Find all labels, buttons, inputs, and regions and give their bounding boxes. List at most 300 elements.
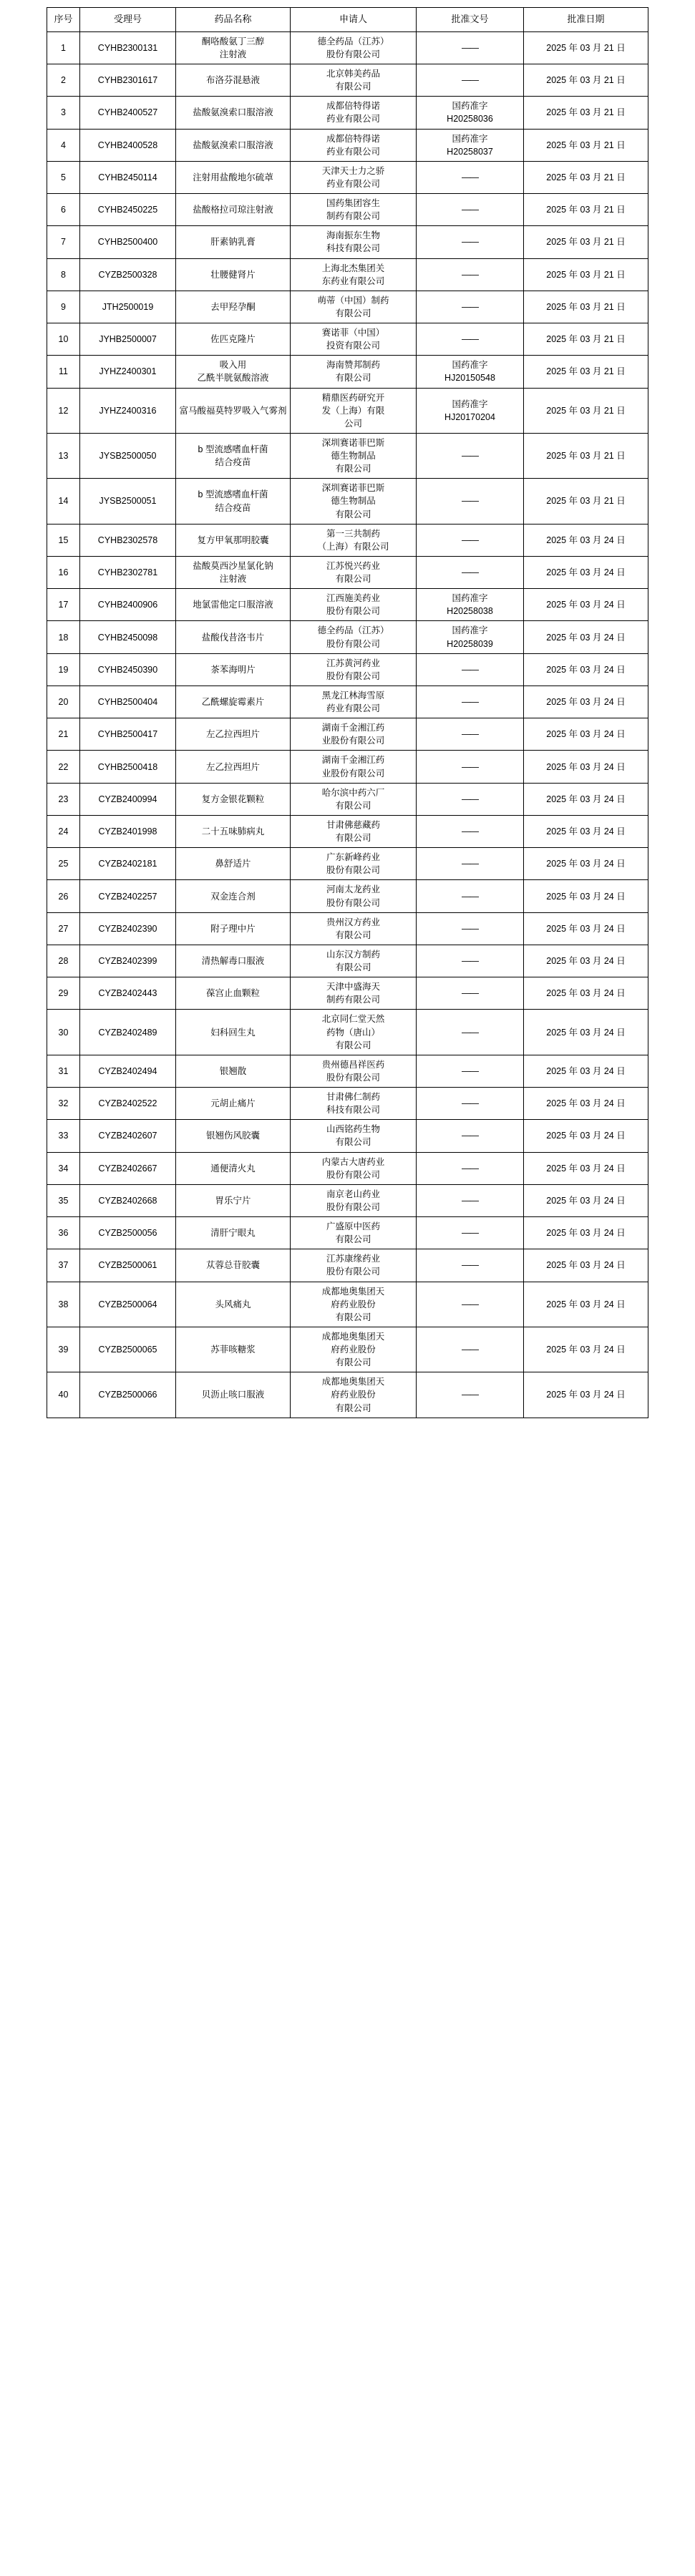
cell-approval-date: 2025 年 03 月 24 日 <box>524 653 648 686</box>
cell-approval-number <box>417 433 524 478</box>
cell-applicant <box>291 433 417 478</box>
cell-approval-number-line: —— <box>462 1260 478 1271</box>
cell-applicant-line: 有限公司 <box>335 574 371 585</box>
cell-drug-name-line: 布洛芬混悬液 <box>205 75 260 86</box>
cell-applicant <box>291 1282 417 1327</box>
cell-drug-name <box>176 1282 291 1327</box>
cell-applicant <box>291 1184 417 1216</box>
table-row <box>47 1282 648 1327</box>
table-row <box>47 751 648 783</box>
cell-acceptance-number: CYZB2402181 <box>80 848 176 880</box>
cell-approval-date: 2025 年 03 月 24 日 <box>524 621 648 653</box>
table-row <box>47 1055 648 1087</box>
cell-approval-number-line: H20258036 <box>447 114 493 125</box>
cell-acceptance-number: CYZB2402668 <box>80 1184 176 1216</box>
cell-approval-date: 2025 年 03 月 21 日 <box>524 356 648 388</box>
cell-applicant-line: 萌蒂（中国）制药 <box>317 295 389 306</box>
cell-applicant <box>291 589 417 621</box>
table-row <box>47 479 648 524</box>
cell-acceptance-number: CYHB2500418 <box>80 751 176 783</box>
cell-applicant-line: 德全药品（江苏） <box>317 36 389 47</box>
table-header-row <box>47 8 648 32</box>
cell-acceptance-number: CYZB2500066 <box>80 1372 176 1418</box>
table-row <box>47 1217 648 1249</box>
cell-approval-number-line: H20258037 <box>447 146 493 157</box>
column-header-index: 序号 <box>47 8 80 32</box>
cell-approval-number-line: —— <box>462 205 478 215</box>
cell-acceptance-number: CYZB2500328 <box>80 258 176 291</box>
cell-applicant <box>291 977 417 1010</box>
cell-approval-date: 2025 年 03 月 24 日 <box>524 1184 648 1216</box>
cell-applicant-line: 有限公司 <box>335 1357 371 1368</box>
cell-applicant <box>291 479 417 524</box>
cell-acceptance-number: CYHB2500400 <box>80 226 176 258</box>
table-row <box>47 388 648 433</box>
cell-drug-name <box>176 31 291 64</box>
cell-applicant <box>291 945 417 977</box>
cell-applicant <box>291 751 417 783</box>
table-row <box>47 1120 648 1152</box>
cell-approval-number <box>417 912 524 945</box>
cell-approval-number-line: —— <box>462 891 478 902</box>
cell-index: 18 <box>47 621 80 653</box>
table-row <box>47 880 648 912</box>
cell-applicant <box>291 653 417 686</box>
cell-applicant <box>291 97 417 129</box>
cell-acceptance-number: CYHB2400527 <box>80 97 176 129</box>
cell-acceptance-number: CYZB2500061 <box>80 1249 176 1282</box>
cell-applicant-line: 山西铭药生物 <box>326 1124 380 1135</box>
cell-applicant <box>291 1055 417 1087</box>
cell-applicant-line: 有限公司 <box>335 373 371 384</box>
cell-drug-name-line: 富马酸福莫特罗吸入气雾剂 <box>179 405 287 416</box>
cell-applicant-line: 德生物制品 <box>331 451 376 462</box>
cell-applicant-line: 上海北杰集团关 <box>321 263 385 273</box>
cell-applicant-line: 制药有限公司 <box>326 995 380 1005</box>
cell-approval-number-line: 国药准字 <box>452 593 488 604</box>
cell-drug-name-line: 复方金银花颗粒 <box>201 794 265 804</box>
cell-drug-name-line: 地氯雷他定口服溶液 <box>193 600 273 610</box>
cell-drug-name-line: 复方甲氧那明胶囊 <box>197 535 269 545</box>
cell-drug-name-line: 附子理中片 <box>210 923 256 934</box>
cell-applicant-line: 成都地奥集团天 <box>321 1286 385 1297</box>
table-row <box>47 686 648 718</box>
cell-approval-number-line: —— <box>462 1131 478 1141</box>
cell-applicant-line: 深圳赛诺菲巴斯 <box>321 483 385 494</box>
cell-applicant-line: 广东新峰药业 <box>326 852 380 863</box>
cell-index: 17 <box>47 589 80 621</box>
cell-approval-number <box>417 31 524 64</box>
cell-index: 8 <box>47 258 80 291</box>
cell-applicant-line: 贵州德昌祥医药 <box>321 1059 385 1070</box>
cell-approval-number-line: —— <box>462 75 478 86</box>
cell-applicant <box>291 556 417 588</box>
cell-applicant <box>291 323 417 356</box>
cell-index: 15 <box>47 524 80 556</box>
cell-applicant-line: 股份有限公司 <box>326 865 380 876</box>
cell-approval-date: 2025 年 03 月 24 日 <box>524 1249 648 1282</box>
cell-approval-number-line: —— <box>462 1098 478 1109</box>
cell-applicant <box>291 524 417 556</box>
cell-approval-number <box>417 653 524 686</box>
cell-applicant <box>291 1152 417 1184</box>
cell-drug-name <box>176 589 291 621</box>
cell-approval-date: 2025 年 03 月 24 日 <box>524 815 648 847</box>
cell-applicant <box>291 194 417 226</box>
cell-approval-number-line: —— <box>462 664 478 675</box>
cell-approval-number-line: H20258039 <box>447 638 493 649</box>
cell-drug-name-line: 佐匹克隆片 <box>210 334 256 345</box>
table-row <box>47 258 648 291</box>
cell-approval-number-line: —— <box>462 761 478 772</box>
cell-approval-number <box>417 1010 524 1055</box>
cell-approval-number <box>417 64 524 97</box>
cell-applicant-line: 有限公司 <box>335 509 371 519</box>
cell-drug-name-line: 盐酸氨溴索口服溶液 <box>193 107 273 118</box>
cell-applicant-line: 海南振东生物 <box>326 230 380 241</box>
cell-approval-date: 2025 年 03 月 24 日 <box>524 524 648 556</box>
table-row <box>47 433 648 478</box>
cell-approval-number-line: —— <box>462 1228 478 1239</box>
cell-approval-number <box>417 880 524 912</box>
cell-drug-name-line: 左乙拉西坦片 <box>205 729 260 740</box>
table-row <box>47 1249 648 1282</box>
cell-index: 13 <box>47 433 80 478</box>
cell-drug-name <box>176 291 291 323</box>
cell-approval-number-line: —— <box>462 956 478 967</box>
cell-drug-name <box>176 479 291 524</box>
column-header-acceptance-number: 受理号 <box>80 8 176 32</box>
table-row <box>47 815 648 847</box>
table-row <box>47 718 648 751</box>
cell-index: 30 <box>47 1010 80 1055</box>
cell-approval-date: 2025 年 03 月 21 日 <box>524 226 648 258</box>
cell-index: 4 <box>47 129 80 161</box>
cell-drug-name-line: 乙酰半胱氨酸溶液 <box>197 373 269 384</box>
cell-applicant-line: 股份有限公司 <box>326 49 380 59</box>
cell-drug-name <box>176 1327 291 1372</box>
cell-approval-number <box>417 97 524 129</box>
cell-approval-number <box>417 621 524 653</box>
cell-applicant-line: 股份有限公司 <box>326 1201 380 1212</box>
cell-approval-date: 2025 年 03 月 24 日 <box>524 1372 648 1418</box>
cell-acceptance-number: JYHB2500007 <box>80 323 176 356</box>
cell-approval-number <box>417 718 524 751</box>
cell-drug-name-line: 清热解毒口服液 <box>201 956 265 967</box>
cell-applicant-line: 投资有限公司 <box>326 341 380 351</box>
cell-acceptance-number: CYZB2402494 <box>80 1055 176 1087</box>
cell-drug-name <box>176 194 291 226</box>
cell-drug-name-line: 左乙拉西坦片 <box>205 761 260 772</box>
cell-approval-date: 2025 年 03 月 24 日 <box>524 783 648 815</box>
cell-acceptance-number: CYZB2402443 <box>80 977 176 1010</box>
cell-approval-date: 2025 年 03 月 21 日 <box>524 258 648 291</box>
cell-applicant-line: 天津天士力之骄 <box>321 165 385 176</box>
cell-drug-name <box>176 912 291 945</box>
cell-drug-name <box>176 323 291 356</box>
cell-applicant-line: 股份有限公司 <box>326 897 380 908</box>
cell-approval-date: 2025 年 03 月 24 日 <box>524 1327 648 1372</box>
cell-applicant-line: 股份有限公司 <box>326 1072 380 1083</box>
cell-drug-name <box>176 945 291 977</box>
table-row <box>47 323 648 356</box>
table-row <box>47 589 648 621</box>
cell-applicant <box>291 129 417 161</box>
cell-drug-name-line: 通便清火丸 <box>210 1163 256 1174</box>
cell-drug-name <box>176 433 291 478</box>
cell-index: 6 <box>47 194 80 226</box>
cell-drug-name <box>176 524 291 556</box>
cell-approval-number-line: —— <box>462 1345 478 1355</box>
cell-index: 3 <box>47 97 80 129</box>
cell-approval-number-line: —— <box>462 729 478 740</box>
cell-approval-number <box>417 129 524 161</box>
cell-drug-name <box>176 1184 291 1216</box>
cell-drug-name-line: 元胡止痛片 <box>210 1098 256 1109</box>
cell-drug-name-line: 鼻舒适片 <box>215 859 251 869</box>
cell-approval-date: 2025 年 03 月 24 日 <box>524 977 648 1010</box>
cell-applicant-line: 赛诺菲（中国） <box>321 328 385 338</box>
cell-approval-number <box>417 1184 524 1216</box>
cell-applicant-line: 药业有限公司 <box>326 703 380 714</box>
cell-applicant-line: 业股份有限公司 <box>321 736 385 746</box>
table-row <box>47 31 648 64</box>
cell-applicant-line: 甘肃佛仁制药 <box>326 1092 380 1103</box>
cell-index: 10 <box>47 323 80 356</box>
cell-applicant <box>291 291 417 323</box>
cell-applicant-line: 府药业股份 <box>331 1299 376 1309</box>
cell-approval-date: 2025 年 03 月 24 日 <box>524 1010 648 1055</box>
column-header-approval-date: 批准日期 <box>524 8 648 32</box>
cell-acceptance-number: CYHB2302578 <box>80 524 176 556</box>
cell-index: 40 <box>47 1372 80 1418</box>
cell-drug-name <box>176 388 291 433</box>
cell-applicant-line: 北京韩美药品 <box>326 69 380 79</box>
cell-acceptance-number: JYSB2500050 <box>80 433 176 478</box>
cell-approval-date: 2025 年 03 月 24 日 <box>524 1055 648 1087</box>
cell-approval-date: 2025 年 03 月 21 日 <box>524 97 648 129</box>
cell-applicant-line: 内蒙古大唐药业 <box>321 1156 385 1167</box>
cell-acceptance-number: CYZB2500065 <box>80 1327 176 1372</box>
cell-applicant-line: 有限公司 <box>335 833 371 844</box>
cell-drug-name <box>176 1372 291 1418</box>
table-row <box>47 356 648 388</box>
cell-drug-name <box>176 356 291 388</box>
cell-approval-number-line: HJ20170204 <box>444 411 495 422</box>
cell-acceptance-number: CYZB2402489 <box>80 1010 176 1055</box>
cell-applicant <box>291 621 417 653</box>
cell-applicant-line: （上海）有限公司 <box>317 541 389 552</box>
cell-index: 1 <box>47 31 80 64</box>
cell-approval-date: 2025 年 03 月 24 日 <box>524 1152 648 1184</box>
cell-applicant-line: 药业有限公司 <box>326 178 380 189</box>
table-row <box>47 161 648 193</box>
cell-acceptance-number: CYHB2300131 <box>80 31 176 64</box>
cell-drug-name <box>176 226 291 258</box>
cell-approval-number-line: 国药准字 <box>452 101 488 112</box>
cell-drug-name-line: 胃乐宁片 <box>215 1195 251 1206</box>
cell-acceptance-number: JYHZ2400316 <box>80 388 176 433</box>
cell-applicant-line: 第一三共制药 <box>326 528 380 539</box>
cell-index: 32 <box>47 1088 80 1120</box>
cell-index: 33 <box>47 1120 80 1152</box>
table-row <box>47 64 648 97</box>
cell-approval-date: 2025 年 03 月 24 日 <box>524 1120 648 1152</box>
cell-applicant <box>291 1327 417 1372</box>
cell-drug-name-line: 吸入用 <box>219 360 247 371</box>
cell-approval-number-line: —— <box>462 237 478 248</box>
cell-approval-date: 2025 年 03 月 21 日 <box>524 161 648 193</box>
cell-drug-name <box>176 1120 291 1152</box>
cell-acceptance-number: CYHB2301617 <box>80 64 176 97</box>
cell-drug-name <box>176 1152 291 1184</box>
cell-drug-name <box>176 64 291 97</box>
cell-index: 39 <box>47 1327 80 1372</box>
cell-index: 5 <box>47 161 80 193</box>
cell-acceptance-number: CYZB2402257 <box>80 880 176 912</box>
cell-approval-number <box>417 1120 524 1152</box>
cell-drug-name-line: 注射用盐酸地尔硫䓬 <box>193 172 273 182</box>
table-row <box>47 1088 648 1120</box>
cell-drug-name <box>176 1010 291 1055</box>
cell-approval-number-line: —— <box>462 1299 478 1309</box>
cell-approval-number-line: —— <box>462 1163 478 1174</box>
cell-applicant <box>291 388 417 433</box>
cell-approval-number <box>417 815 524 847</box>
cell-approval-number-line: —— <box>462 172 478 182</box>
cell-approval-number <box>417 1282 524 1327</box>
cell-approval-date: 2025 年 03 月 24 日 <box>524 945 648 977</box>
cell-index: 27 <box>47 912 80 945</box>
cell-approval-number <box>417 556 524 588</box>
table-header <box>47 8 648 32</box>
cell-drug-name <box>176 653 291 686</box>
cell-drug-name <box>176 129 291 161</box>
cell-approval-number <box>417 848 524 880</box>
cell-approval-number-line: —— <box>462 826 478 837</box>
cell-approval-number <box>417 1217 524 1249</box>
cell-applicant-line: 德全药品（江苏） <box>317 625 389 636</box>
cell-applicant-line: 东药业有限公司 <box>321 275 385 286</box>
cell-applicant <box>291 258 417 291</box>
cell-applicant-line: 成都倍特得诺 <box>326 101 380 112</box>
cell-approval-number-line: 国药准字 <box>452 360 488 371</box>
cell-acceptance-number: CYZB2500064 <box>80 1282 176 1327</box>
cell-drug-name-line: 壮腰健肾片 <box>210 269 256 280</box>
table-row <box>47 1152 648 1184</box>
table-row <box>47 977 648 1010</box>
cell-approval-number <box>417 323 524 356</box>
cell-applicant-line: 江苏悦兴药业 <box>326 560 380 571</box>
cell-approval-number-line: HJ20150548 <box>444 373 495 384</box>
cell-index: 23 <box>47 783 80 815</box>
cell-drug-name <box>176 1217 291 1249</box>
cell-drug-name-line: 苏菲咳糖浆 <box>210 1345 256 1355</box>
cell-drug-name-line: 双金连合剂 <box>210 891 256 902</box>
cell-approval-number-line: —— <box>462 1027 478 1038</box>
cell-approval-date: 2025 年 03 月 24 日 <box>524 912 648 945</box>
cell-applicant <box>291 912 417 945</box>
cell-index: 9 <box>47 291 80 323</box>
cell-index: 12 <box>47 388 80 433</box>
cell-applicant-line: 成都地奥集团天 <box>321 1377 385 1387</box>
cell-approval-date: 2025 年 03 月 24 日 <box>524 880 648 912</box>
cell-applicant-line: 科技有限公司 <box>326 243 380 254</box>
cell-applicant-line: 有限公司 <box>335 308 371 318</box>
cell-approval-number <box>417 388 524 433</box>
cell-approval-number <box>417 686 524 718</box>
cell-approval-number-line: H20258038 <box>447 606 493 617</box>
cell-applicant-line: 北京同仁堂天然 <box>321 1014 385 1025</box>
cell-approval-date: 2025 年 03 月 21 日 <box>524 64 648 97</box>
cell-applicant-line: 甘肃佛慈藏药 <box>326 819 380 830</box>
cell-acceptance-number: CYHB2302781 <box>80 556 176 588</box>
cell-drug-name-line: 清肝宁眼丸 <box>210 1228 256 1239</box>
cell-drug-name-line: 乙酰螺旋霉素片 <box>201 697 265 708</box>
cell-applicant-line: 江西施美药业 <box>326 593 380 604</box>
cell-approval-date: 2025 年 03 月 24 日 <box>524 848 648 880</box>
cell-drug-name <box>176 848 291 880</box>
cell-applicant-line: 深圳赛诺菲巴斯 <box>321 437 385 448</box>
cell-applicant-line: 湖南千金湘江药 <box>321 723 385 733</box>
cell-drug-name-line: 葆宫止血颗粒 <box>205 988 260 999</box>
cell-acceptance-number: CYZB2402607 <box>80 1120 176 1152</box>
cell-approval-number <box>417 291 524 323</box>
cell-drug-name <box>176 621 291 653</box>
table-row <box>47 97 648 129</box>
cell-applicant-line: 国药集团容生 <box>326 198 380 209</box>
cell-index: 7 <box>47 226 80 258</box>
cell-applicant <box>291 226 417 258</box>
cell-applicant-line: 有限公司 <box>335 1137 371 1148</box>
table-row <box>47 848 648 880</box>
cell-index: 14 <box>47 479 80 524</box>
cell-applicant-line: 有限公司 <box>335 930 371 940</box>
cell-approval-number <box>417 1088 524 1120</box>
cell-approval-date: 2025 年 03 月 21 日 <box>524 479 648 524</box>
cell-acceptance-number: JYSB2500051 <box>80 479 176 524</box>
cell-drug-name-line: b 型流感嗜血杆菌 <box>198 444 268 455</box>
cell-approval-number <box>417 161 524 193</box>
cell-acceptance-number: JTH2500019 <box>80 291 176 323</box>
cell-drug-name-line: 注射液 <box>219 49 247 59</box>
cell-drug-name <box>176 97 291 129</box>
cell-applicant-line: 府药业股份 <box>331 1345 376 1355</box>
cell-approval-date: 2025 年 03 月 24 日 <box>524 556 648 588</box>
cell-applicant-line: 药物（唐山） <box>326 1027 380 1038</box>
cell-drug-name <box>176 686 291 718</box>
cell-applicant-line: 股份有限公司 <box>326 606 380 617</box>
cell-approval-number-line: —— <box>462 859 478 869</box>
table-body <box>47 31 648 1418</box>
cell-acceptance-number: CYZB2400994 <box>80 783 176 815</box>
cell-index: 16 <box>47 556 80 588</box>
cell-drug-name-line: 头风痛丸 <box>215 1299 251 1309</box>
cell-applicant-line: 有限公司 <box>335 1312 371 1322</box>
cell-approval-number <box>417 1372 524 1418</box>
cell-applicant-line: 公司 <box>344 418 362 429</box>
cell-applicant <box>291 1217 417 1249</box>
table-row <box>47 912 648 945</box>
cell-applicant-line: 股份有限公司 <box>326 1267 380 1277</box>
cell-applicant-line: 有限公司 <box>335 800 371 811</box>
table-row <box>47 621 648 653</box>
cell-applicant <box>291 64 417 97</box>
cell-applicant-line: 制药有限公司 <box>326 211 380 222</box>
cell-index: 25 <box>47 848 80 880</box>
cell-index: 28 <box>47 945 80 977</box>
cell-approval-number <box>417 226 524 258</box>
